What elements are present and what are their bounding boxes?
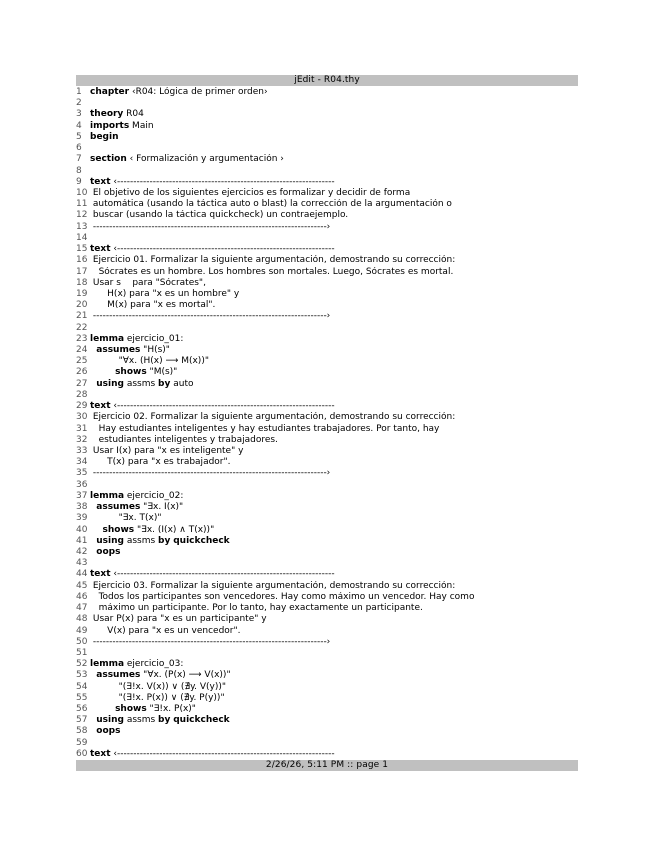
keyword: oops [90,546,121,557]
line-text: ------------------------------------------------------------------------› [90,468,331,479]
code-line [76,267,578,278]
line-number: 22 [76,322,88,333]
line-number: 53 [76,670,88,681]
keyword: begin [90,131,119,142]
line-number: 6 [76,143,82,154]
line-number: 28 [76,389,88,400]
code-line [76,177,578,188]
line-number: 7 [76,154,82,165]
code-line [76,345,578,356]
line-text: máximo un participante. Por lo tanto, hay exactamente un participante. [90,603,423,614]
line-text: ‹------------------------------------------------------------------- [110,176,335,187]
line-text: V(x) para "x es un vencedor". [90,625,241,636]
code-line [76,412,578,423]
keyword: using [90,715,124,726]
line-text: ejercicio_02: [124,490,184,501]
code-line [76,401,578,412]
line-text: ‹R04: Lógica de primer orden› [129,87,268,97]
line-text: Usar P(x) para "x es un participante" y [90,614,267,625]
line-number: 2 [76,98,82,109]
code-line [76,704,578,715]
line-number: 17 [76,266,88,277]
code-line [76,637,578,648]
code-line [76,87,578,98]
line-text: Usar I(x) para "x es inteligente" y [90,446,244,456]
line-number: 47 [76,603,88,614]
code-line [76,468,578,479]
code-line [76,289,578,300]
keyword: text [90,401,111,412]
keyword: oops [90,726,121,737]
code-line [76,749,578,760]
line-number: 41 [76,535,88,546]
code-line [76,558,578,569]
line-number: 23 [76,333,88,344]
code-line [76,581,578,592]
line-number: 4 [76,120,82,131]
code-line [76,693,578,704]
keyword: lemma [90,333,125,344]
keyword: imports [90,120,130,131]
line-number: 55 [76,692,88,703]
line-text: ejercicio_01: [124,333,184,344]
code-line [76,648,578,659]
line-number: 15 [76,244,88,255]
code-line [76,367,578,378]
line-number: 8 [76,165,82,176]
line-text: Ejercicio 03. Formalizar la siguiente argumentación, demostrando su corrección: [90,580,456,591]
line-number: 56 [76,704,88,715]
line-text: estudiantes inteligentes y trabajadores. [90,434,278,445]
keyword: text [90,569,111,580]
line-number: 26 [76,367,88,378]
line-number: 54 [76,681,88,692]
keyword: text [90,748,111,759]
line-text: "∃x. I(x)" [140,502,184,513]
line-text: "(∃!x. P(x)) ∨ (∄y. P(y))" [90,692,225,703]
code-line [76,109,578,120]
code-line [76,726,578,737]
code-line [76,525,578,536]
line-number: 27 [76,378,88,389]
line-text: buscar (usando la táctica quickcheck) un contraejemplo. [90,210,349,221]
line-number: 58 [76,726,88,737]
line-number: 46 [76,591,88,602]
keyword: text [90,176,111,187]
line-text: El objetivo de los siguientes ejercicios es formalizar y decidir de forma [90,187,411,198]
line-text: ‹------------------------------------------------------------------- [110,244,335,255]
line-number: 36 [76,479,88,490]
line-text: Todos los participantes son vencedores. Hay como máximo un vencedor. Hay como [90,591,475,602]
line-text: "∀x. (P(x) ⟶ V(x))" [140,670,231,681]
line-text: ejercicio_03: [124,659,184,670]
line-text: H(x) para "x es un hombre" y [90,288,240,299]
line-number: 57 [76,715,88,726]
code-line [76,659,578,670]
code-line [76,255,578,266]
line-text: ‹------------------------------------------------------------------- [110,748,335,759]
line-text: "∃x. (I(x) ∧ T(x))" [134,524,215,535]
line-text: T(x) para "x es trabajador". [90,457,231,468]
line-text: ------------------------------------------------------------------------› [90,636,331,647]
window-title: jEdit - R04.thy [76,75,578,86]
line-text: "H(s)" [140,345,170,356]
code-line [76,143,578,154]
line-text: "∃!x. P(x)" [146,704,196,715]
code-line [76,244,578,255]
code-line [76,334,578,345]
code-line [76,210,578,221]
code-line [76,323,578,334]
keyword: shows [90,524,135,535]
line-number: 39 [76,513,88,524]
code-line [76,446,578,457]
code-line [76,603,578,614]
line-text: Usar s para "Sócrates", [90,277,206,288]
code-line [76,592,578,603]
line-text: ‹ Formalización y argumentación › [126,154,284,165]
line-text: "(∃!x. V(x)) ∨ (∄y. V(y))" [90,681,227,692]
line-text: Ejercicio 01. Formalizar la siguiente argumentación, demostrando su corrección: [90,255,456,266]
code-line [76,233,578,244]
code-line [76,390,578,401]
code-line [76,738,578,749]
line-number: 34 [76,457,88,468]
line-text: ------------------------------------------------------------------------› [90,311,331,322]
code-line [76,457,578,468]
line-text: Ejercicio 02. Formalizar la siguiente argumentación, demostrando su corrección: [90,412,456,423]
code-line [76,356,578,367]
keyword: assumes [90,670,141,681]
line-text: assms by quickcheck [123,535,230,546]
keyword: theory [90,109,124,120]
line-text: "∀x. (H(x) ⟶ M(x))" [90,356,209,367]
line-number: 14 [76,232,88,243]
line-number: 3 [76,109,82,120]
code-line [76,715,578,726]
line-text: assms by quickcheck [123,715,230,726]
code-line [76,491,578,502]
line-text: Main [129,120,154,131]
keyword: lemma [90,659,125,670]
line-number: 52 [76,659,88,670]
line-number: 13 [76,221,88,232]
line-number: 10 [76,187,88,198]
code-listing [76,87,578,760]
keyword: assumes [90,345,141,356]
line-number: 45 [76,580,88,591]
code-line [76,166,578,177]
line-number: 48 [76,614,88,625]
code-line [76,132,578,143]
line-number: 43 [76,558,88,569]
code-line [76,435,578,446]
code-line [76,614,578,625]
code-line [76,682,578,693]
line-text: "∃x. T(x)" [90,513,162,524]
line-text: ‹------------------------------------------------------------------- [110,401,335,412]
code-line [76,513,578,524]
line-text: "M(s)" [146,367,178,378]
line-number: 60 [76,748,88,759]
line-number: 12 [76,210,88,221]
code-line [76,424,578,435]
code-line [76,278,578,289]
line-number: 5 [76,131,82,142]
line-number: 38 [76,502,88,513]
code-line [76,222,578,233]
code-line [76,569,578,580]
code-line [76,502,578,513]
line-number: 1 [76,87,82,97]
line-text: ------------------------------------------------------------------------› [90,221,331,232]
code-line [76,188,578,199]
code-line [76,199,578,210]
line-text: assms by auto [123,378,194,389]
code-line [76,536,578,547]
code-line [76,300,578,311]
line-number: 11 [76,199,88,210]
line-number: 25 [76,356,88,367]
code-line [76,98,578,109]
line-number: 50 [76,636,88,647]
keyword: section [90,154,127,165]
keyword: assumes [90,502,141,513]
line-text: R04 [123,109,144,120]
keyword: lemma [90,490,125,501]
keyword: text [90,244,111,255]
code-line [76,547,578,558]
line-number: 31 [76,423,88,434]
line-number: 35 [76,468,88,479]
line-number: 32 [76,434,88,445]
line-number: 29 [76,401,88,412]
line-text: ‹------------------------------------------------------------------- [110,569,335,580]
keyword: shows [90,367,147,378]
code-line [76,311,578,322]
code-line [76,154,578,165]
code-line [76,480,578,491]
line-number: 40 [76,524,88,535]
code-line [76,670,578,681]
line-number: 44 [76,569,88,580]
line-number: 24 [76,345,88,356]
code-line [76,121,578,132]
line-number: 59 [76,737,88,748]
line-number: 51 [76,647,88,658]
line-text: M(x) para "x es mortal". [90,300,216,311]
line-number: 20 [76,300,88,311]
line-text: automática (usando la táctica auto o blast) la corrección de la argumentación o [90,199,452,210]
page-footer: 2/26/26, 5:11 PM :: page 1 [76,760,578,771]
line-number: 18 [76,277,88,288]
code-line [76,379,578,390]
printed-page [76,75,578,771]
line-number: 37 [76,490,88,501]
line-number: 49 [76,625,88,636]
line-number: 33 [76,446,88,456]
line-number: 30 [76,412,88,423]
keyword: using [90,378,124,389]
line-number: 42 [76,546,88,557]
keyword: using [90,535,124,546]
line-number: 19 [76,288,88,299]
code-line [76,626,578,637]
keyword: shows [90,704,147,715]
line-number: 21 [76,311,88,322]
line-text: Hay estudiantes inteligentes y hay estudiantes trabajadores. Por tanto, hay [90,423,440,434]
line-number: 9 [76,176,82,187]
keyword: chapter [90,87,130,97]
line-number: 16 [76,255,88,266]
line-text: Sócrates es un hombre. Los hombres son mortales. Luego, Sócrates es mortal. [90,266,454,277]
